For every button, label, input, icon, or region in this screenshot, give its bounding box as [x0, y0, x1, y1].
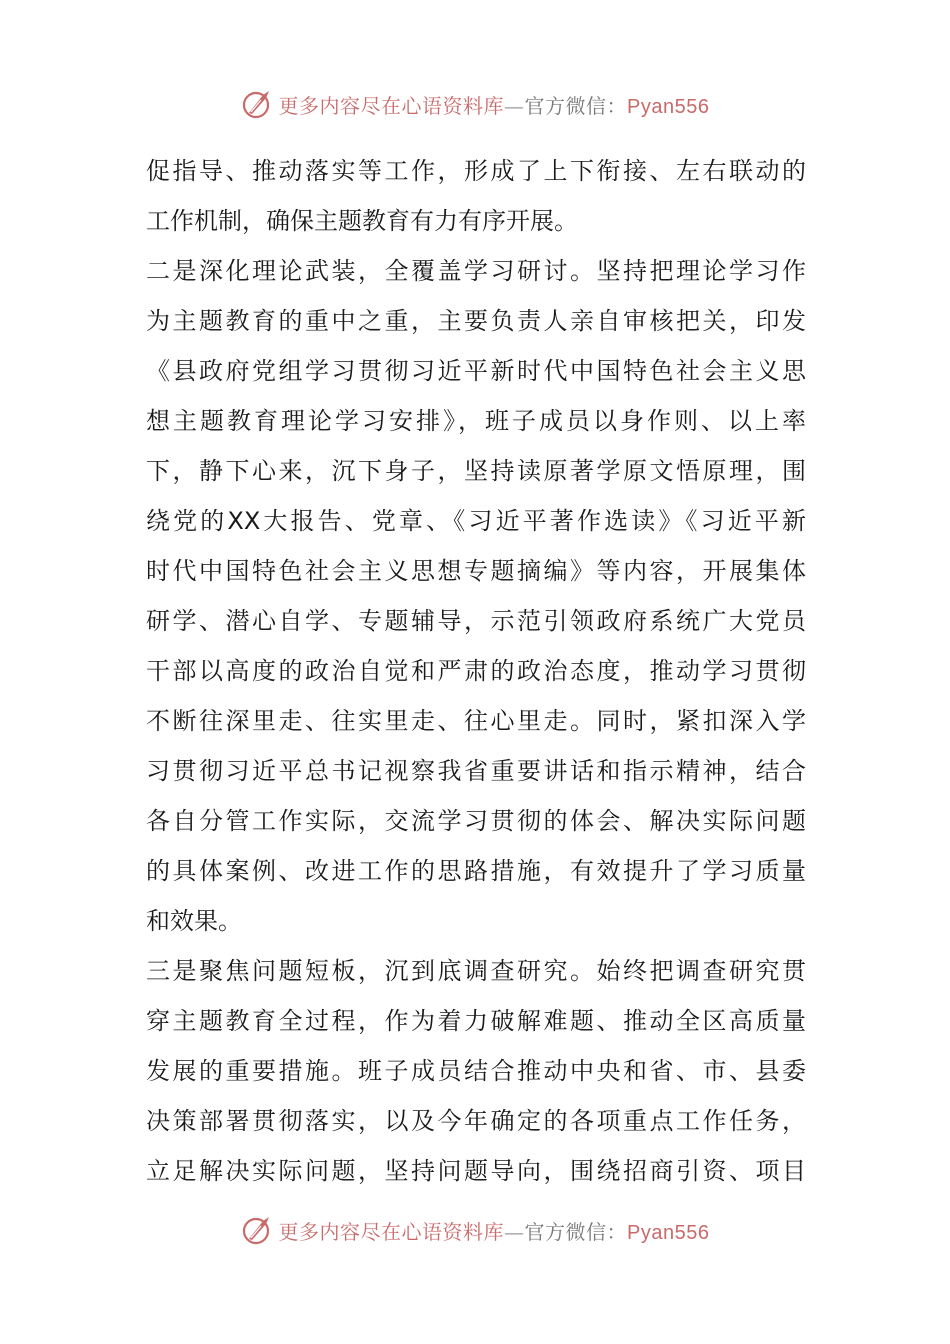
body-line: 决策部署贯彻落实，以及今年确定的各项重点工作任务， — [146, 1107, 806, 1135]
watermark-separator: — — [504, 1219, 525, 1244]
body-line: 发展的重要措施。班子成员结合推动中央和省、市、县委 — [146, 1057, 806, 1085]
watermark-text — [279, 1216, 710, 1245]
body-line: 干部以高度的政治自觉和严肃的政治态度，推动学习贯彻 — [146, 657, 806, 685]
body-line: 二是深化理论武装，全覆盖学习研讨。坚持把理论学习作 — [146, 257, 806, 285]
body-line: 促指导、推动落实等工作，形成了上下衔接、左右联动的 — [146, 157, 806, 185]
watermark-wechat-id: Pyan556 — [627, 1221, 710, 1244]
body-line: 的具体案例、改进工作的思路措施，有效提升了学习质量 — [146, 857, 806, 885]
body-line: 想主题教育理论学习安排》，班子成员以身作则、以上率 — [146, 407, 806, 435]
body-line: 三是聚焦问题短板，沉到底调查研究。始终把调查研究贯 — [146, 957, 806, 985]
body-line: 穿主题教育全过程，作为着力破解难题、推动全区高质量 — [146, 1007, 806, 1035]
watermark-wechat-label: 官方微信： — [524, 93, 628, 118]
body-line: 工作机制，确保主题教育有力有序开展。 — [146, 207, 578, 235]
body-line: 习贯彻习近平总书记视察我省重要讲话和指示精神，结合 — [146, 757, 806, 785]
header-watermark — [0, 84, 950, 124]
body-line: 和效果。 — [146, 907, 242, 935]
watermark-wechat-id: Pyan556 — [627, 95, 710, 118]
watermark-brand: 更多内容尽在心语资料库 — [278, 93, 505, 118]
watermark-brand: 更多内容尽在心语资料库 — [278, 1219, 505, 1244]
quill-pen-logo-icon — [241, 87, 275, 121]
document-body — [146, 146, 806, 1196]
footer-watermark — [0, 1210, 950, 1250]
watermark-text — [279, 90, 710, 119]
body-line: 《县政府党组学习贯彻习近平新时代中国特色社会主义思 — [146, 357, 806, 385]
body-line: 时代中国特色社会主义思想专题摘编》等内容，开展集体 — [146, 557, 806, 585]
body-line: 绕党的XX大报告、党章、《习近平著作选读》《习近平新 — [146, 507, 806, 535]
watermark-separator: — — [504, 93, 525, 118]
body-line: 下，静下心来，沉下身子，坚持读原著学原文悟原理，围 — [146, 457, 806, 485]
body-line: 研学、潜心自学、专题辅导，示范引领政府系统广大党员 — [146, 607, 806, 635]
body-line: 为主题教育的重中之重，主要负责人亲自审核把关，印发 — [146, 307, 806, 335]
body-line: 立足解决实际问题，坚持问题导向，围绕招商引资、项目 — [146, 1157, 806, 1185]
quill-pen-logo-icon — [241, 1213, 275, 1247]
body-line: 各自分管工作实际，交流学习贯彻的体会、解决实际问题 — [146, 807, 806, 835]
watermark-wechat-label: 官方微信： — [524, 1219, 628, 1244]
body-line: 不断往深里走、往实里走、往心里走。同时，紧扣深入学 — [146, 707, 806, 735]
